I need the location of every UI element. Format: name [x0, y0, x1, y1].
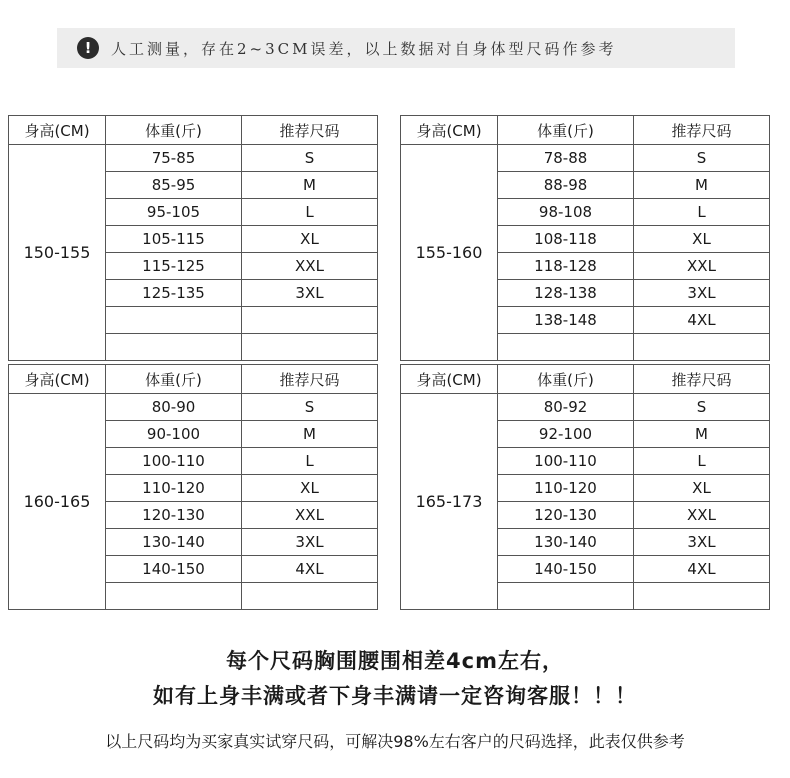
exclamation-icon: ! — [77, 37, 99, 59]
size-table-3 — [8, 364, 378, 610]
weight-range-cell: 75-85 — [106, 145, 242, 172]
recommended-size-cell: 4XL — [634, 307, 770, 334]
table-row — [401, 394, 770, 421]
weight-range-cell: 100-110 — [106, 448, 242, 475]
recommended-size-cell: 3XL — [634, 280, 770, 307]
recommended-size-cell — [242, 307, 378, 334]
weight-range-cell: 125-135 — [106, 280, 242, 307]
weight-range-cell: 130-140 — [498, 529, 634, 556]
recommended-size-cell: XL — [634, 475, 770, 502]
size-table-4 — [400, 364, 770, 610]
height-range-cell: 150-155 — [9, 145, 106, 361]
table-header-cell: 体重(斤) — [106, 116, 242, 145]
table-header-row — [401, 365, 770, 394]
height-range-cell: 160-165 — [9, 394, 106, 610]
weight-range-cell: 100-110 — [498, 448, 634, 475]
recommended-size-cell: L — [634, 199, 770, 226]
weight-range-cell: 80-92 — [498, 394, 634, 421]
weight-range-cell: 120-130 — [106, 502, 242, 529]
weight-range-cell: 85-95 — [106, 172, 242, 199]
footer-note: 以上尺码均为买家真实试穿尺码，可解决98%左右客户的尺码选择，此表仅供参考 — [105, 732, 685, 751]
weight-range-cell: 92-100 — [498, 421, 634, 448]
weight-range-cell: 98-108 — [498, 199, 634, 226]
table-header-cell: 身高(CM) — [401, 116, 498, 145]
recommended-size-cell: XXL — [634, 502, 770, 529]
weight-range-cell: 80-90 — [106, 394, 242, 421]
recommended-size-cell: 4XL — [242, 556, 378, 583]
weight-range-cell: 128-138 — [498, 280, 634, 307]
table-header-cell: 推荐尺码 — [242, 116, 378, 145]
table-header-cell: 身高(CM) — [401, 365, 498, 394]
recommended-size-cell: XXL — [242, 502, 378, 529]
recommended-size-cell: S — [634, 394, 770, 421]
weight-range-cell: 138-148 — [498, 307, 634, 334]
weight-range-cell: 140-150 — [106, 556, 242, 583]
table-row — [401, 145, 770, 172]
recommended-size-cell: M — [242, 421, 378, 448]
recommended-size-cell: 3XL — [242, 529, 378, 556]
weight-range-cell: 118-128 — [498, 253, 634, 280]
table-row — [9, 145, 378, 172]
recommended-size-cell: XXL — [242, 253, 378, 280]
recommended-size-cell: L — [242, 199, 378, 226]
recommended-size-cell — [634, 334, 770, 361]
table-header-cell: 体重(斤) — [106, 365, 242, 394]
weight-range-cell — [106, 583, 242, 610]
notice-text: 人工测量，存在2~3CM误差，以上数据对自身体型尺码作参考 — [111, 39, 617, 58]
table-header-cell: 身高(CM) — [9, 365, 106, 394]
recommended-size-cell: S — [634, 145, 770, 172]
weight-range-cell: 120-130 — [498, 502, 634, 529]
weight-range-cell: 110-120 — [498, 475, 634, 502]
notice-banner — [57, 28, 735, 68]
recommended-size-cell: 3XL — [634, 529, 770, 556]
table-header-cell: 推荐尺码 — [634, 116, 770, 145]
recommended-size-cell: XXL — [634, 253, 770, 280]
recommended-size-cell — [242, 334, 378, 361]
recommended-size-cell: S — [242, 394, 378, 421]
weight-range-cell: 110-120 — [106, 475, 242, 502]
recommended-size-cell: XL — [242, 475, 378, 502]
recommended-size-cell: 4XL — [634, 556, 770, 583]
chest-waist-note: 每个尺码胸围腰围相差4cm左右， — [226, 649, 564, 673]
weight-range-cell: 130-140 — [106, 529, 242, 556]
consult-service-note: 如有上身丰满或者下身丰满请一定咨询客服！！！ — [153, 684, 637, 708]
weight-range-cell — [106, 334, 242, 361]
table-header-cell: 身高(CM) — [9, 116, 106, 145]
weight-range-cell: 78-88 — [498, 145, 634, 172]
weight-range-cell: 105-115 — [106, 226, 242, 253]
weight-range-cell: 88-98 — [498, 172, 634, 199]
recommended-size-cell: S — [242, 145, 378, 172]
recommended-size-cell: XL — [634, 226, 770, 253]
size-table-1 — [8, 115, 378, 361]
size-table-2 — [400, 115, 770, 361]
recommended-size-cell: L — [634, 448, 770, 475]
table-header-cell: 体重(斤) — [498, 365, 634, 394]
recommended-size-cell — [634, 583, 770, 610]
table-header-cell: 推荐尺码 — [242, 365, 378, 394]
recommended-size-cell: XL — [242, 226, 378, 253]
weight-range-cell — [498, 583, 634, 610]
weight-range-cell — [106, 307, 242, 334]
table-row — [9, 394, 378, 421]
recommended-size-cell: 3XL — [242, 280, 378, 307]
weight-range-cell — [498, 334, 634, 361]
recommended-size-cell: M — [242, 172, 378, 199]
table-header-row — [401, 116, 770, 145]
weight-range-cell: 95-105 — [106, 199, 242, 226]
table-header-row — [9, 116, 378, 145]
height-range-cell: 165-173 — [401, 394, 498, 610]
recommended-size-cell: L — [242, 448, 378, 475]
recommended-size-cell: M — [634, 421, 770, 448]
table-header-cell: 体重(斤) — [498, 116, 634, 145]
height-range-cell: 155-160 — [401, 145, 498, 361]
weight-range-cell: 115-125 — [106, 253, 242, 280]
table-header-cell: 推荐尺码 — [634, 365, 770, 394]
recommended-size-cell: M — [634, 172, 770, 199]
weight-range-cell: 90-100 — [106, 421, 242, 448]
weight-range-cell: 108-118 — [498, 226, 634, 253]
table-header-row — [9, 365, 378, 394]
weight-range-cell: 140-150 — [498, 556, 634, 583]
recommended-size-cell — [242, 583, 378, 610]
